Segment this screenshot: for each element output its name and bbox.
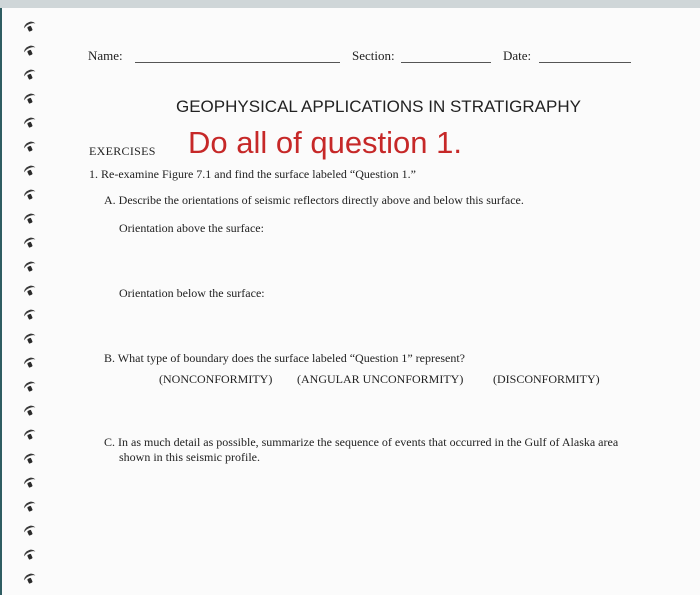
- worksheet-page: [2, 8, 700, 595]
- orientation-below-label: Orientation below the surface:: [119, 286, 265, 300]
- binding-ring-icon: [23, 428, 38, 441]
- name-field[interactable]: [135, 62, 340, 63]
- binding-ring-icon: [23, 236, 38, 249]
- question-1-text: 1. Re-examine Figure 7.1 and find the surface labeled “Question 1.”: [89, 167, 416, 181]
- binding-ring-icon: [23, 164, 38, 177]
- spiral-binding: [2, 8, 48, 595]
- name-label: Name:: [88, 48, 123, 63]
- binding-ring-icon: [23, 116, 38, 129]
- binding-ring-icon: [23, 380, 38, 393]
- binding-ring-icon: [23, 332, 38, 345]
- binding-ring-icon: [23, 212, 38, 225]
- binding-ring-icon: [23, 524, 38, 537]
- date-label: Date:: [503, 48, 532, 63]
- top-edge-strip: [0, 0, 700, 8]
- option-angular-unconformity[interactable]: (ANGULAR UNCONFORMITY): [297, 372, 464, 386]
- orientation-above-label: Orientation above the surface:: [119, 221, 264, 235]
- question-1c-text-line1: C. In as much detail as possible, summarize the sequence of events that occurred in the Gulf of Alaska area: [104, 435, 619, 449]
- binding-ring-icon: [23, 500, 38, 513]
- question-1a-text: A. Describe the orientations of seismic reflectors directly above and below this surface.: [104, 193, 524, 207]
- binding-ring-icon: [23, 140, 38, 153]
- binding-ring-icon: [23, 188, 38, 201]
- binding-ring-icon: [23, 356, 38, 369]
- section-label: Section:: [352, 48, 395, 63]
- binding-ring-icon: [23, 20, 38, 33]
- date-field[interactable]: [539, 62, 631, 63]
- binding-ring-icon: [23, 260, 38, 273]
- binding-ring-icon: [23, 404, 38, 417]
- exercises-label: EXERCISES: [89, 144, 156, 158]
- binding-ring-icon: [23, 452, 38, 465]
- binding-ring-icon: [23, 44, 38, 57]
- binding-ring-icon: [23, 308, 38, 321]
- option-nonconformity[interactable]: (NONCONFORMITY): [159, 372, 273, 386]
- section-field[interactable]: [401, 62, 491, 63]
- binding-ring-icon: [23, 476, 38, 489]
- option-disconformity[interactable]: (DISCONFORMITY): [493, 372, 600, 386]
- question-1b-text: B. What type of boundary does the surface labeled “Question 1” represent?: [104, 351, 465, 365]
- binding-ring-icon: [23, 92, 38, 105]
- binding-ring-icon: [23, 548, 38, 561]
- binding-ring-icon: [23, 572, 38, 585]
- handwritten-note: Do all of question 1.: [188, 125, 463, 160]
- binding-ring-icon: [23, 68, 38, 81]
- binding-ring-icon: [23, 284, 38, 297]
- page-title: GEOPHYSICAL APPLICATIONS IN STRATIGRAPHY: [176, 97, 581, 116]
- question-1c-text-line2: shown in this seismic profile.: [119, 450, 260, 464]
